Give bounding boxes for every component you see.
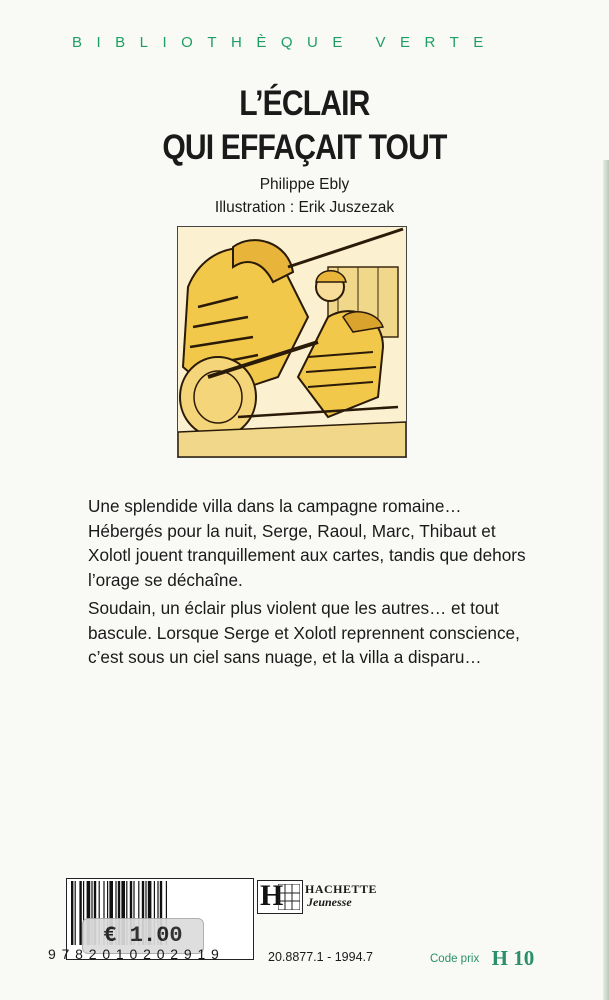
cover-edge	[603, 160, 609, 1000]
hachette-logo-icon: H	[257, 880, 303, 914]
back-cover-blurb	[88, 494, 538, 670]
blurb-paragraph-1: Une splendide villa dans la campagne romaine… Hébergés pour la nuit, Serge, Raoul, Marc, Thibaut et Xolotl jouent tranquillement aux cartes, tandis que dehors l’orage se déchaîne.	[88, 496, 526, 590]
publisher-name: HACHETTE	[305, 882, 378, 896]
title-line-2: QUI EFFAÇAIT TOUT	[162, 128, 447, 167]
publisher-imprint: Jeunesse	[307, 895, 352, 909]
author-name: Philippe Ebly	[259, 176, 350, 193]
publisher-logo	[257, 880, 387, 914]
blurb-paragraph-2: Soudain, un éclair plus violent que les autres… et tout bascule. Lorsque Serge et Xolotl reprennent conscience, c’est sous un ciel sans nuage, et la villa a disparu…	[88, 598, 520, 667]
reference-number: 20.8877.1 - 1994.7	[268, 950, 373, 964]
series-name: BIBLIOTHÈQUE VERTE	[72, 34, 498, 51]
isbn-number: 9782010202919	[48, 946, 225, 962]
price-code	[430, 946, 534, 971]
book-title	[43, 82, 567, 170]
credits	[0, 173, 609, 219]
price-code-label: Code prix	[430, 953, 480, 965]
price-code-value: H 10	[491, 946, 535, 970]
cover-illustration	[177, 226, 407, 458]
illustrator-credit: Illustration : Erik Juszezak	[214, 199, 395, 216]
roman-soldiers-illustration	[178, 227, 406, 457]
price-sticker: € 1.00	[82, 918, 204, 954]
title-line-1: L’ÉCLAIR	[239, 84, 370, 123]
